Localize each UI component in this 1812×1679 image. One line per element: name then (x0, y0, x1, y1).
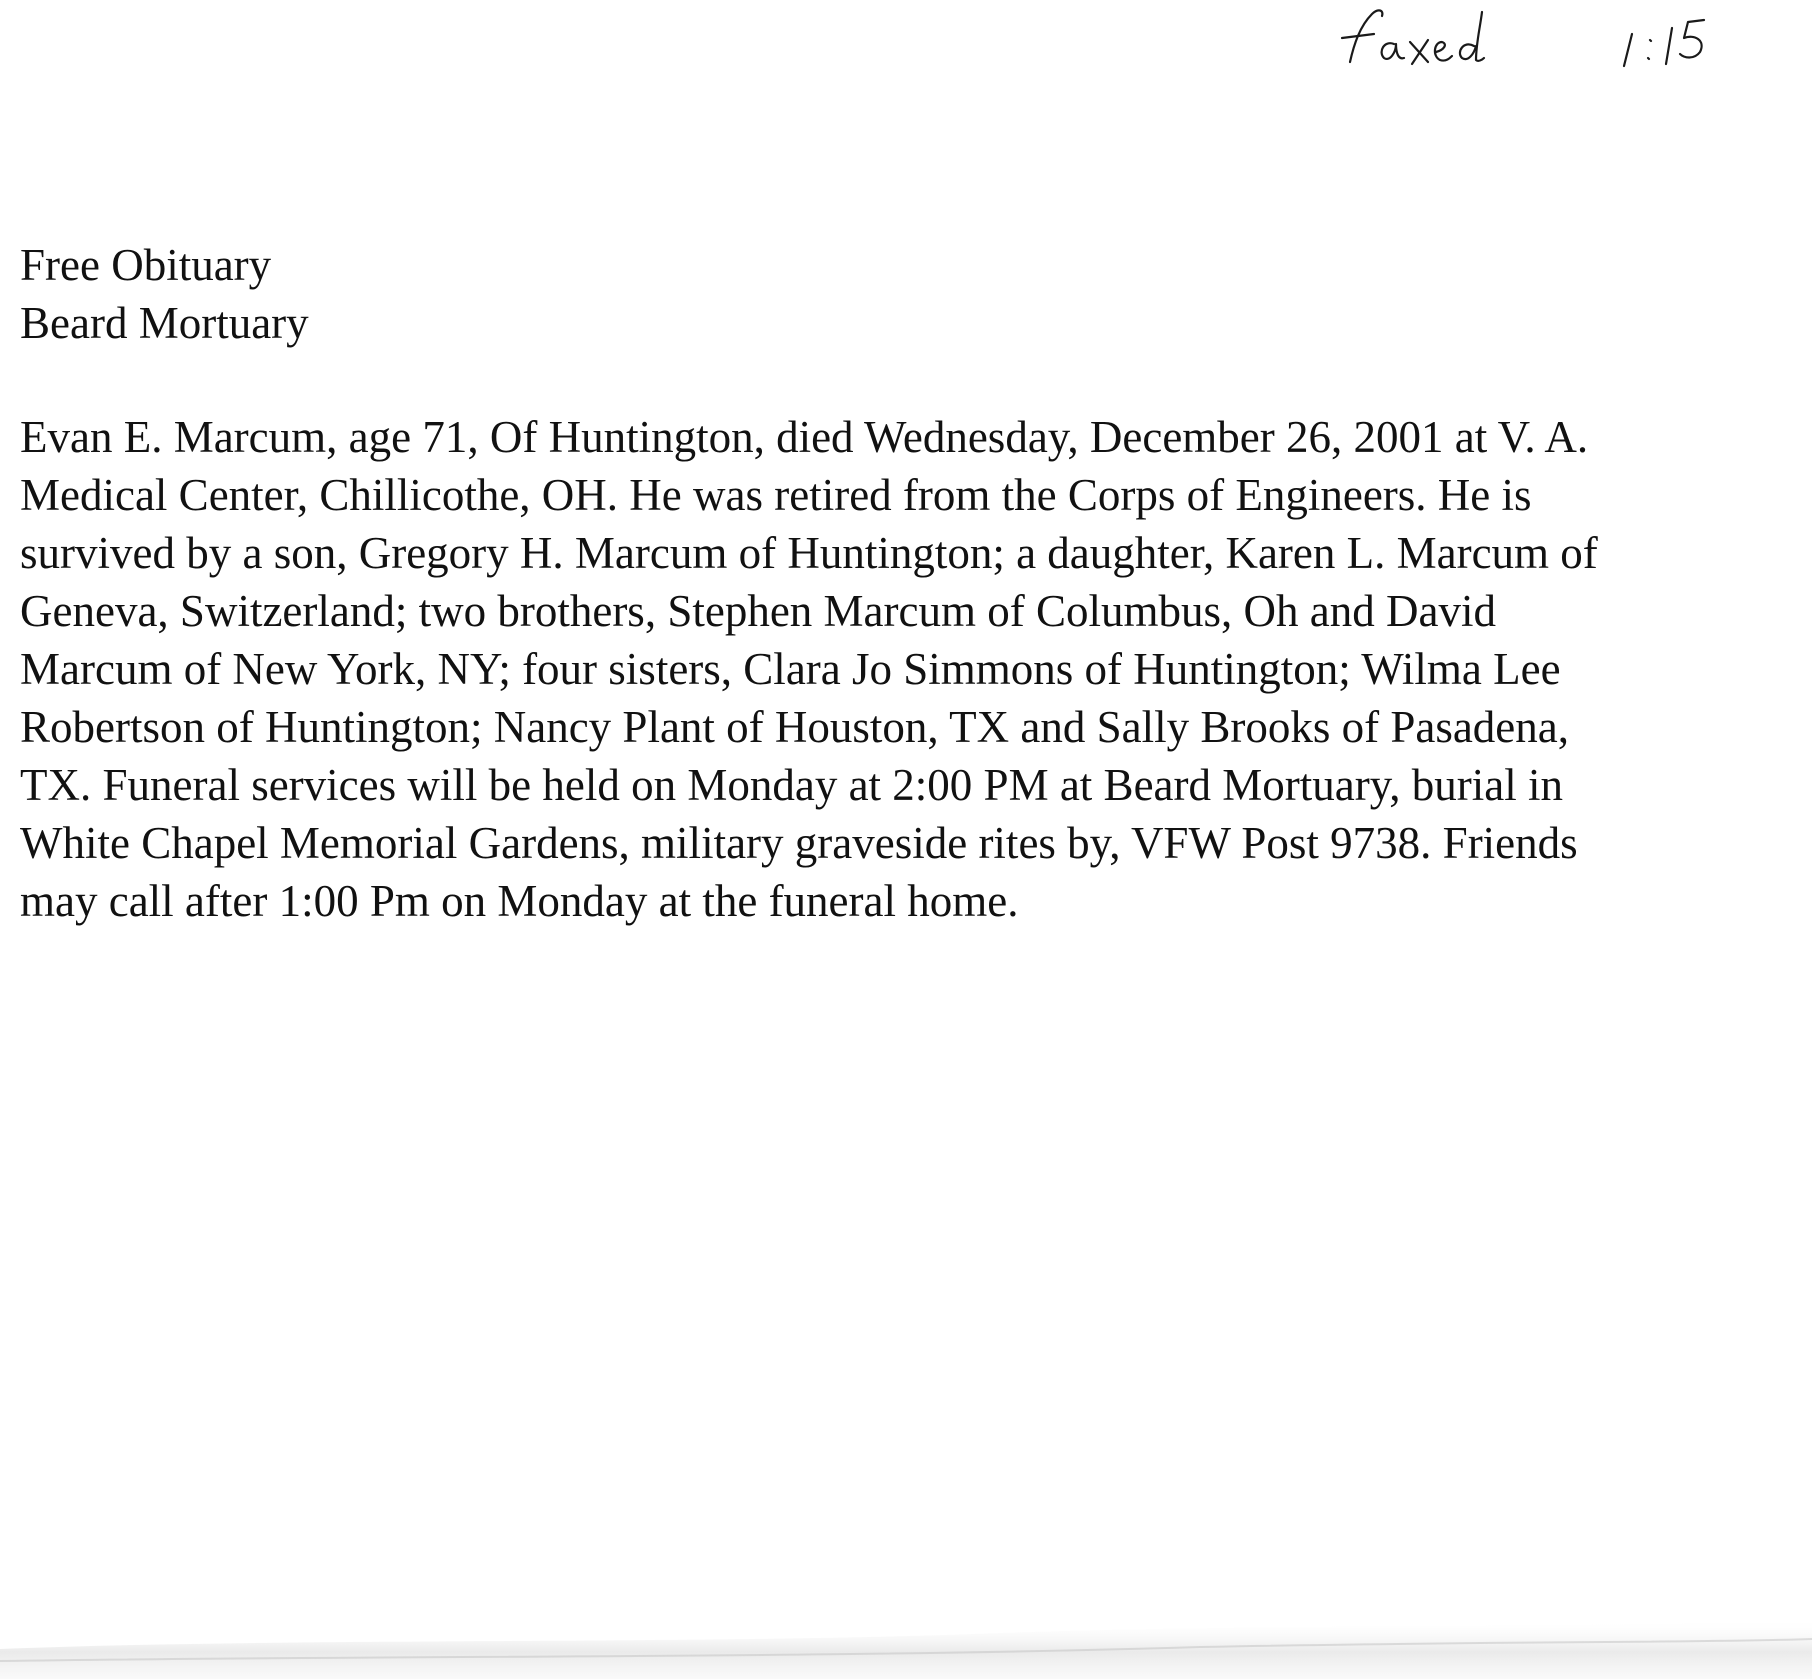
obituary-line-3: survived by a son, Gregory H. Marcum of Huntington; a daughter, Karen L. Marcum of (20, 528, 1598, 578)
obituary-line-4: Geneva, Switzerland; two brothers, Stephen Marcum of Columbus, Oh and David (20, 586, 1496, 636)
obituary-line-9: may call after 1:00 Pm on Monday at the funeral home. (20, 876, 1019, 926)
paper-fold-shadow (0, 1589, 1812, 1679)
obituary-line-5: Marcum of New York, NY; four sisters, Clara Jo Simmons of Huntington; Wilma Lee (20, 644, 1561, 694)
obituary-line-6: Robertson of Huntington; Nancy Plant of Houston, TX and Sally Brooks of Pasadena, (20, 702, 1570, 752)
obituary-line-2: Medical Center, Chillicothe, OH. He was retired from the Corps of Engineers. He is (20, 470, 1532, 520)
header-line-free-obituary: Free Obituary (20, 240, 272, 290)
header-block (20, 236, 309, 352)
obituary-line-8: White Chapel Memorial Gardens, military graveside rites by, VFW Post 9738. Friends (20, 818, 1578, 868)
handwritten-fax-note-drawing (1332, 4, 1812, 82)
obituary-line-1: Evan E. Marcum, age 71, Of Huntington, died Wednesday, December 26, 2001 at V. A. (20, 412, 1589, 462)
obituary-body (20, 408, 1598, 930)
obituary-line-7: TX. Funeral services will be held on Monday at 2:00 PM at Beard Mortuary, burial in (20, 760, 1564, 810)
handwritten-fax-note (1332, 4, 1812, 82)
paper-fold-shadow-drawing (0, 1589, 1812, 1679)
header-line-beard-mortuary: Beard Mortuary (20, 298, 309, 348)
